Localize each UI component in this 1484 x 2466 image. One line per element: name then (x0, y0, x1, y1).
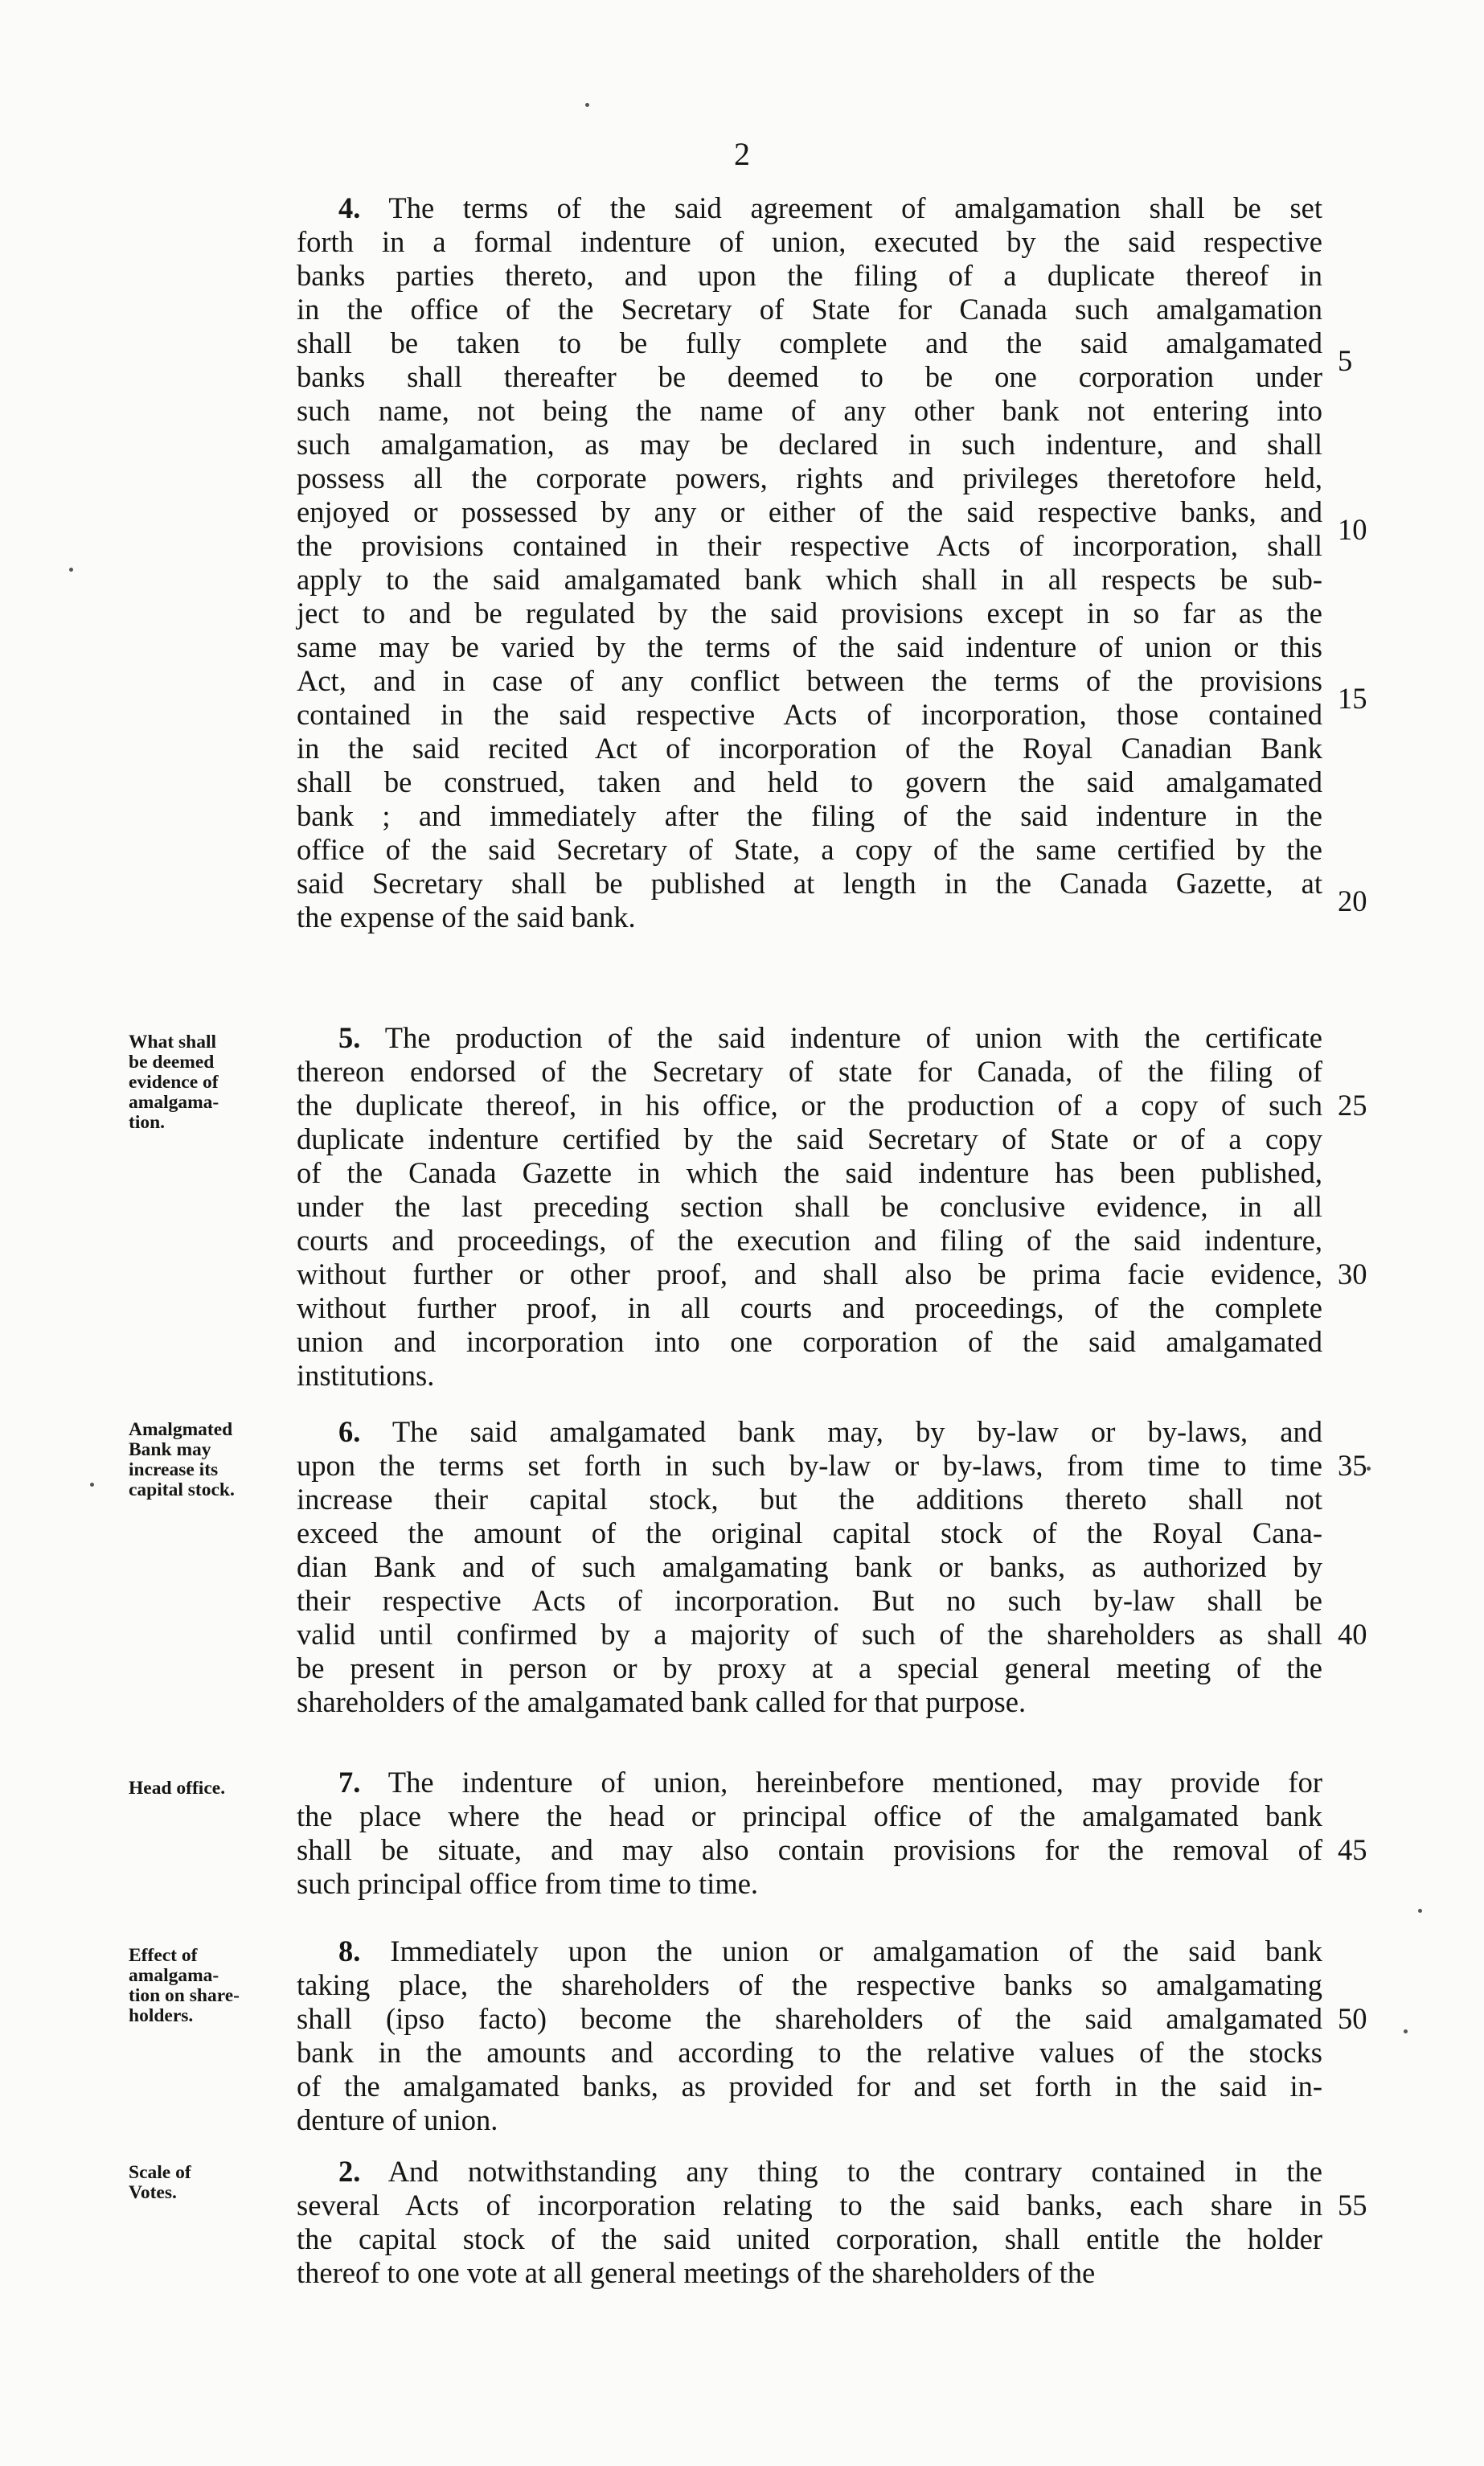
marginal-note-scale-of-votes (129, 2163, 301, 2203)
marginal-note-line: amalgama- (129, 1092, 219, 1113)
text-line (297, 1584, 1322, 1618)
line-text: such name, not being the name of any other bank not entering into (297, 394, 1322, 427)
line-text: dian Bank and of such amalgamating bank or banks, as authorized by (297, 1550, 1322, 1583)
text-line (297, 1652, 1322, 1685)
text-line (297, 1766, 1322, 1799)
text-line (297, 1325, 1322, 1359)
marginal-note-line: What shall (129, 1032, 217, 1052)
line-text: increase their capital stock, but the additions thereto shall not (297, 1483, 1322, 1516)
line-text: forth in a formal indenture of union, executed by the said respective (297, 225, 1322, 258)
text-line (297, 901, 1322, 934)
section-4 (297, 191, 1322, 934)
section-8 (297, 1935, 1322, 2137)
text-line (297, 630, 1322, 664)
text-line (297, 1516, 1322, 1550)
line-text: the expense of the said bank. (297, 901, 636, 933)
line-text: said Secretary shall be published at length in the Canada Gazette, at (297, 867, 1322, 900)
line-text: enjoyed or possessed by any or either of the said respective banks, and (297, 495, 1322, 528)
line-text: shareholders of the amalgamated bank called for that purpose. (297, 1685, 1027, 1718)
line-text: taking place, the shareholders of the respective banks so amalgamating (297, 1968, 1322, 2001)
line-text: their respective Acts of incorporation. But no such by-law shall be (297, 1584, 1322, 1617)
text-line (297, 1021, 1322, 1055)
text-line (297, 462, 1322, 495)
text-line (297, 293, 1322, 326)
text-line (297, 1190, 1322, 1224)
section-5 (297, 1021, 1322, 1393)
line-text: such amalgamation, as may be declared in such indenture, and shall (297, 428, 1322, 461)
line-number: 50 (1338, 2002, 1367, 2035)
text-line (297, 259, 1322, 293)
text-line (297, 1415, 1322, 1449)
line-text: of the Canada Gazette in which the said indenture has been published, (297, 1156, 1322, 1189)
marginal-note-head-office (129, 1779, 301, 1799)
text-line (297, 1968, 1322, 2002)
line-text: the duplicate thereof, in his office, or the production of a copy of such (297, 1089, 1322, 1122)
line-text: the place where the head or principal office of the amalgamated bank (297, 1799, 1322, 1832)
line-number: 35 (1338, 1449, 1367, 1482)
text-line (297, 1799, 1322, 1833)
line-text: shall be taken to be fully complete and the said amalgamated (297, 326, 1322, 359)
line-text: shall be situate, and may also contain provisions for the removal of (297, 1833, 1322, 1866)
text-line (297, 597, 1322, 630)
text-line (297, 799, 1322, 833)
marginal-note-capital-stock (129, 1420, 301, 1500)
line-text: The terms of the said agreement of amalgamation shall be set (388, 191, 1322, 224)
line-text: duplicate indenture certified by the said Secretary of State or of a copy (297, 1122, 1322, 1155)
marginal-note-effect-on-shareholders (129, 1946, 301, 2026)
text-line (297, 2256, 1322, 2290)
text-line (297, 867, 1322, 901)
text-line (297, 2222, 1322, 2256)
marginal-note-line: Amalgmated (129, 1419, 233, 1440)
line-text: banks shall thereafter be deemed to be one corporation under (297, 360, 1322, 393)
section-8-subsection-2 (297, 2155, 1322, 2290)
text-line (297, 225, 1322, 259)
text-line (297, 1685, 1322, 1719)
marginal-note-line: tion. (129, 1112, 166, 1133)
section-number: 6. (338, 1415, 361, 1448)
line-number: 40 (1338, 1618, 1367, 1651)
line-text: contained in the said respective Acts of incorporation, those contained (297, 698, 1322, 731)
line-text: The production of the said indenture of union with the certificate (384, 1021, 1322, 1054)
line-text: the provisions contained in their respective Acts of incorporation, shall (297, 529, 1322, 562)
marginal-note-line: increase its (129, 1459, 219, 1480)
text-line (297, 495, 1322, 529)
line-text: shall (ipso facto) become the shareholders of the said amalgamated (297, 2002, 1322, 2035)
line-number: 15 (1338, 682, 1367, 715)
section-number: 2. (338, 2155, 361, 2188)
section-number: 7. (338, 1766, 361, 1799)
scan-speck (1418, 1909, 1422, 1913)
line-text: institutions. (297, 1359, 435, 1392)
line-text: in the said recited Act of incorporation of the Royal Canadian Bank (297, 732, 1322, 765)
text-line (297, 563, 1322, 597)
line-number: 10 (1338, 513, 1367, 546)
line-text: exceed the amount of the original capital stock of the Royal Cana- (297, 1516, 1322, 1549)
text-line (297, 1483, 1322, 1516)
line-text: thereon endorsed of the Secretary of state for Canada, of the filing of (297, 1055, 1322, 1088)
line-text: thereof to one vote at all general meetings of the shareholders of the (297, 2256, 1096, 2289)
scan-speck (69, 568, 73, 572)
line-number: 25 (1338, 1089, 1367, 1122)
line-text: the capital stock of the said united corporation, shall entitle the holder (297, 2222, 1322, 2255)
text-line (297, 1055, 1322, 1089)
line-text: banks parties thereto, and upon the filing of a duplicate thereof in (297, 259, 1322, 292)
text-line (297, 1291, 1322, 1325)
line-text: And notwithstanding any thing to the contrary contained in the (387, 2155, 1322, 2188)
page-number: 2 (734, 136, 750, 172)
marginal-note-line: Head office. (129, 1778, 226, 1799)
text-line (297, 1122, 1322, 1156)
line-text: be present in person or by proxy at a special general meeting of the (297, 1652, 1322, 1684)
text-line (297, 698, 1322, 732)
text-line (297, 2036, 1322, 2070)
marginal-note-line: be deemed (129, 1052, 215, 1073)
text-line (297, 1089, 1322, 1122)
marginal-note-line: capital stock. (129, 1479, 235, 1500)
line-number: 30 (1338, 1258, 1367, 1290)
text-line (297, 1935, 1322, 1968)
line-text: of the amalgamated banks, as provided for and set forth in the said in- (297, 2070, 1322, 2103)
text-line (297, 360, 1322, 394)
line-text: shall be construed, taken and held to govern the said amalgamated (297, 765, 1322, 798)
section-number: 8. (338, 1935, 361, 1967)
line-text: union and incorporation into one corporation of the said amalgamated (297, 1325, 1322, 1358)
line-text: without further proof, in all courts and proceedings, of the complete (297, 1291, 1322, 1324)
text-line (297, 428, 1322, 462)
line-text: same may be varied by the terms of the said indenture of union or this (297, 630, 1322, 663)
line-text: possess all the corporate powers, rights and privileges theretofore held, (297, 462, 1322, 494)
text-line (297, 326, 1322, 360)
marginal-note-line: tion on share- (129, 1985, 240, 2006)
line-number: 45 (1338, 1833, 1367, 1866)
line-text: courts and proceedings, of the execution and filing of the said indenture, (297, 1224, 1322, 1257)
marginal-note-line: Effect of (129, 1945, 198, 1966)
text-line (297, 1833, 1322, 1867)
text-line (297, 2189, 1322, 2222)
line-text: The indenture of union, hereinbefore mentioned, may provide for (387, 1766, 1322, 1799)
text-line (297, 833, 1322, 867)
line-text: office of the said Secretary of State, a copy of the same certified by the (297, 833, 1322, 866)
marginal-note-line: Bank may (129, 1439, 211, 1460)
section-7 (297, 1766, 1322, 1901)
text-line (297, 2103, 1322, 2137)
marginal-note-line: Votes. (129, 2182, 177, 2203)
section-number: 5. (338, 1021, 361, 1054)
line-text: under the last preceding section shall be conclusive evidence, in all (297, 1190, 1322, 1223)
text-line (297, 191, 1322, 225)
text-line (297, 664, 1322, 698)
section-number: 4. (338, 191, 361, 224)
marginal-note-evidence (129, 1032, 301, 1133)
text-line (297, 1618, 1322, 1652)
text-line (297, 1359, 1322, 1393)
text-line (297, 2155, 1322, 2189)
marginal-note-line: amalgama- (129, 1965, 219, 1986)
scan-speck (585, 103, 589, 107)
line-text: apply to the said amalgamated bank which shall in all respects be sub- (297, 563, 1322, 596)
line-text: without further or other proof, and shall also be prima facie evidence, (297, 1258, 1322, 1290)
line-text: such principal office from time to time. (297, 1867, 759, 1900)
line-text: bank ; and immediately after the filing of the said indenture in the (297, 799, 1322, 832)
line-number: 55 (1338, 2189, 1367, 2222)
text-line (297, 765, 1322, 799)
text-line (297, 529, 1322, 563)
text-line (297, 732, 1322, 765)
line-text: Immediately upon the union or amalgamation of the said bank (390, 1935, 1322, 1967)
text-line (297, 1224, 1322, 1258)
scan-speck (1367, 1467, 1371, 1471)
text-line (297, 1550, 1322, 1584)
marginal-note-line: Scale of (129, 2162, 191, 2183)
line-text: Act, and in case of any conflict between the terms of the provisions (297, 664, 1322, 697)
line-text: denture of union. (297, 2103, 498, 2136)
marginal-note-line: evidence of (129, 1072, 219, 1093)
line-text: The said amalgamated bank may, by by-law or by-laws, and (391, 1415, 1322, 1448)
line-text: ject to and be regulated by the said provisions except in so far as the (297, 597, 1322, 630)
section-6 (297, 1415, 1322, 1719)
text-line (297, 394, 1322, 428)
line-text: in the office of the Secretary of State for Canada such amalgamation (297, 293, 1322, 326)
text-line (297, 1867, 1322, 1901)
line-number: 20 (1338, 884, 1367, 917)
text-line (297, 2070, 1322, 2103)
text-line (297, 1449, 1322, 1483)
marginal-note-line: holders. (129, 2005, 194, 2026)
text-line (297, 1156, 1322, 1190)
scan-speck (90, 1483, 94, 1487)
line-text: upon the terms set forth in such by-law or by-laws, from time to time (297, 1449, 1322, 1482)
line-text: valid until confirmed by a majority of such of the shareholders as shall (297, 1618, 1322, 1651)
scan-speck (1404, 2029, 1408, 2033)
text-line (297, 2002, 1322, 2036)
line-text: several Acts of incorporation relating to the said banks, each share in (297, 2189, 1322, 2222)
line-text: bank in the amounts and according to the relative values of the stocks (297, 2036, 1322, 2069)
line-number: 5 (1338, 344, 1353, 377)
text-line (297, 1258, 1322, 1291)
